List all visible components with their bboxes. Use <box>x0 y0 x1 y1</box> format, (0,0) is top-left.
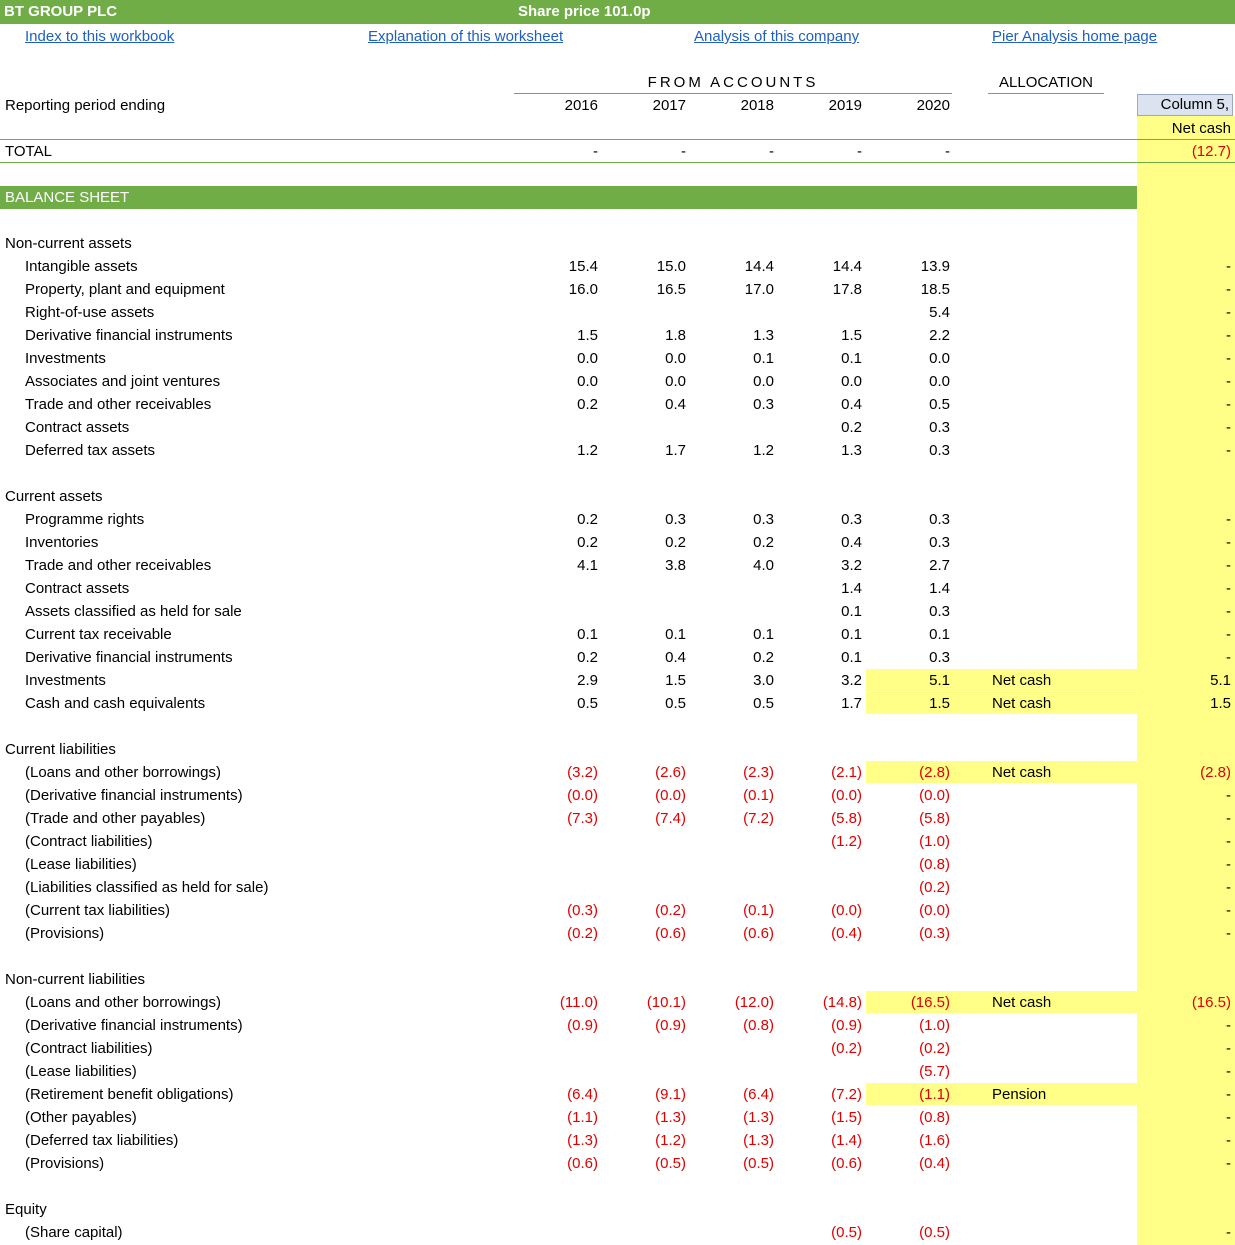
net-cash-cell[interactable]: - <box>1226 833 1231 850</box>
cell-value[interactable]: (12.0) <box>734 994 774 1011</box>
row-label: Investments <box>25 350 106 367</box>
cell-value[interactable]: 13.9 <box>920 258 950 275</box>
year-2016: 2016 <box>564 97 598 114</box>
cell-value[interactable]: 0.0 <box>841 373 862 390</box>
table-row <box>0 830 1235 853</box>
cell-value[interactable]: (1.2) <box>831 833 862 850</box>
cell-value[interactable]: 0.2 <box>577 396 598 413</box>
cell-value[interactable]: 1.8 <box>665 327 686 344</box>
cell-value[interactable]: 0.5 <box>929 396 950 413</box>
cell-value[interactable]: 0.0 <box>577 373 598 390</box>
cell-value[interactable]: 0.1 <box>841 603 862 620</box>
total-label: TOTAL <box>5 143 52 160</box>
cell-value[interactable]: 15.0 <box>656 258 686 275</box>
net-cash-cell[interactable]: - <box>1226 281 1231 298</box>
cell-value[interactable]: 0.2 <box>841 419 862 436</box>
cell-value[interactable]: 1.7 <box>841 695 862 712</box>
row-label: (Lease liabilities) <box>25 856 137 873</box>
net-cash-cell[interactable]: - <box>1226 787 1231 804</box>
home-page-link[interactable]: Pier Analysis home page <box>992 28 1158 45</box>
period-label: Reporting period ending <box>5 97 166 114</box>
cell-value[interactable]: (9.1) <box>655 1086 686 1103</box>
cell-value[interactable]: (3.2) <box>567 764 598 781</box>
cell-value[interactable]: (5.8) <box>831 810 862 827</box>
total-value: - <box>769 143 774 160</box>
table-row <box>0 1152 1235 1175</box>
cell-value[interactable]: 0.5 <box>577 695 598 712</box>
column-5-label: Column 5, <box>1160 96 1229 113</box>
row-label: (Retirement benefit obligations) <box>25 1086 234 1103</box>
net-cash-cell[interactable]: - <box>1226 534 1231 551</box>
cell-value[interactable]: 0.3 <box>753 511 774 528</box>
cell-value[interactable]: (14.8) <box>822 994 862 1011</box>
index-link[interactable]: Index to this workbook <box>25 28 175 45</box>
year-2017: 2017 <box>652 97 686 114</box>
year-2018: 2018 <box>740 97 774 114</box>
cell-value[interactable]: (0.1) <box>743 902 774 919</box>
row-label: (Loans and other borrowings) <box>25 994 221 1011</box>
cell-value[interactable]: 2.9 <box>577 672 598 689</box>
table-row <box>0 347 1235 370</box>
table-row <box>0 1106 1235 1129</box>
net-cash-cell[interactable]: - <box>1226 1086 1231 1103</box>
blank-row <box>0 462 1235 485</box>
cell-value[interactable]: 0.2 <box>753 649 774 666</box>
cell-value[interactable]: 0.0 <box>929 350 950 367</box>
row-label: Trade and other receivables <box>25 557 212 574</box>
table-row <box>0 278 1235 301</box>
cell-value[interactable]: (0.2) <box>567 925 598 942</box>
row-label: (Lease liabilities) <box>25 1063 137 1080</box>
cell-value[interactable]: (7.2) <box>831 1086 862 1103</box>
cell-value[interactable]: (0.9) <box>831 1017 862 1034</box>
table-row <box>0 1221 1235 1244</box>
cell-value[interactable]: (6.4) <box>743 1086 774 1103</box>
table-row <box>0 531 1235 554</box>
cell-value[interactable]: (2.1) <box>831 764 862 781</box>
table-row <box>0 899 1235 922</box>
net-cash-cell[interactable]: - <box>1226 626 1231 643</box>
group-heading-row <box>0 485 1235 508</box>
table-row <box>0 991 1235 1014</box>
net-cash-cell[interactable]: - <box>1226 557 1231 574</box>
cell-value[interactable]: 0.4 <box>841 396 862 413</box>
cell-value[interactable]: 1.3 <box>841 442 862 459</box>
row-label: Derivative financial instruments <box>25 327 233 344</box>
cell-value[interactable]: (0.0) <box>567 787 598 804</box>
cell-value[interactable]: 0.3 <box>841 511 862 528</box>
cell-value[interactable]: 1.5 <box>929 695 950 712</box>
section-title: BALANCE SHEET <box>5 189 130 206</box>
table-row <box>0 508 1235 531</box>
cell-value[interactable]: 0.1 <box>841 649 862 666</box>
net-cash-cell[interactable]: - <box>1226 373 1231 390</box>
table-row <box>0 1083 1235 1106</box>
cell-value[interactable]: 0.3 <box>929 603 950 620</box>
cell-value[interactable]: (0.0) <box>919 902 950 919</box>
cell-value[interactable]: (11.0) <box>559 994 598 1011</box>
cell-value[interactable]: 2.2 <box>929 327 950 344</box>
cell-value[interactable]: (0.6) <box>831 1155 862 1172</box>
row-label: (Contract liabilities) <box>25 1040 153 1057</box>
group-heading-row <box>0 968 1235 991</box>
allocation-cell[interactable]: Net cash <box>992 695 1052 712</box>
cell-value[interactable]: (1.3) <box>567 1132 598 1149</box>
share-price: Share price 101.0p <box>518 3 651 20</box>
cell-value[interactable]: 0.2 <box>577 511 598 528</box>
group-heading: Current liabilities <box>5 741 116 758</box>
cell-value[interactable]: (7.4) <box>655 810 686 827</box>
net-cash-cell[interactable]: - <box>1226 856 1231 873</box>
table-row <box>0 370 1235 393</box>
cell-value[interactable]: 1.4 <box>841 580 862 597</box>
net-cash-cell[interactable]: - <box>1226 419 1231 436</box>
cell-value[interactable]: (16.5) <box>910 994 950 1011</box>
cell-value[interactable]: 1.3 <box>753 327 774 344</box>
total-value: - <box>593 143 598 160</box>
cell-value[interactable]: (0.4) <box>831 925 862 942</box>
cell-value[interactable]: (0.8) <box>919 1109 950 1126</box>
cell-value[interactable]: 3.2 <box>841 557 862 574</box>
net-cash-cell[interactable]: - <box>1226 396 1231 413</box>
cell-value[interactable]: 1.2 <box>577 442 598 459</box>
row-label: Current tax receivable <box>25 626 172 643</box>
cell-value[interactable]: 1.5 <box>665 672 686 689</box>
table-row <box>0 669 1235 692</box>
cell-value[interactable]: (5.7) <box>919 1063 950 1080</box>
row-label: Cash and cash equivalents <box>25 695 206 712</box>
cell-value[interactable]: (7.3) <box>567 810 598 827</box>
cell-value[interactable]: 17.0 <box>744 281 774 298</box>
net-cash-cell[interactable]: (2.8) <box>1200 764 1231 781</box>
net-cash-cell[interactable]: - <box>1226 879 1231 896</box>
row-label: (Loans and other borrowings) <box>25 764 221 781</box>
cell-value[interactable]: (0.5) <box>919 1224 950 1241</box>
cell-value[interactable]: (0.5) <box>743 1155 774 1172</box>
group-heading: Non-current assets <box>5 235 132 252</box>
net-cash-cell[interactable]: - <box>1226 1063 1231 1080</box>
group-heading: Current assets <box>5 488 103 505</box>
table-row <box>0 761 1235 784</box>
row-label: Contract assets <box>25 419 130 436</box>
row-label: (Derivative financial instruments) <box>25 787 243 804</box>
cell-value[interactable]: (0.3) <box>919 925 950 942</box>
allocation-cell[interactable]: Net cash <box>992 672 1052 689</box>
table-row <box>0 692 1235 715</box>
cell-value[interactable]: 0.0 <box>753 373 774 390</box>
cell-value[interactable]: (7.2) <box>743 810 774 827</box>
cell-value[interactable]: (0.0) <box>831 902 862 919</box>
table-row <box>0 1129 1235 1152</box>
cell-value[interactable]: 0.3 <box>753 396 774 413</box>
group-heading-row <box>0 738 1235 761</box>
group-heading-row <box>0 232 1235 255</box>
cell-value[interactable]: (10.1) <box>646 994 686 1011</box>
cell-value[interactable]: (2.6) <box>655 764 686 781</box>
total-value: - <box>681 143 686 160</box>
cell-value[interactable]: 0.2 <box>753 534 774 551</box>
cell-value[interactable]: (0.9) <box>567 1017 598 1034</box>
cell-value[interactable]: 0.1 <box>665 626 686 643</box>
cell-value[interactable]: 0.0 <box>577 350 598 367</box>
table-row <box>0 1014 1235 1037</box>
cell-value[interactable]: 3.2 <box>841 672 862 689</box>
cell-value[interactable]: 16.5 <box>656 281 686 298</box>
cell-value[interactable]: (2.8) <box>919 764 950 781</box>
net-cash-cell[interactable]: - <box>1226 1109 1231 1126</box>
cell-value[interactable]: (0.3) <box>567 902 598 919</box>
cell-value[interactable]: 0.3 <box>929 442 950 459</box>
cell-value[interactable]: 0.1 <box>841 350 862 367</box>
table-row <box>0 577 1235 600</box>
cell-value[interactable]: 0.0 <box>929 373 950 390</box>
total-row <box>0 140 1235 163</box>
cell-value[interactable]: (1.3) <box>743 1109 774 1126</box>
cell-value[interactable]: 4.0 <box>753 557 774 574</box>
cell-value[interactable]: (1.1) <box>919 1086 950 1103</box>
table-row <box>0 255 1235 278</box>
net-cash-cell[interactable]: (16.5) <box>1191 994 1231 1011</box>
table-row <box>0 393 1235 416</box>
net-cash-cell[interactable]: - <box>1226 580 1231 597</box>
cell-value[interactable]: 0.3 <box>665 511 686 528</box>
table-row <box>0 301 1235 324</box>
cell-value[interactable]: (0.2) <box>919 1040 950 1057</box>
row-label: (Provisions) <box>25 925 105 942</box>
cell-value[interactable]: (1.3) <box>743 1132 774 1149</box>
cell-value[interactable]: 3.0 <box>753 672 774 689</box>
net-cash-cell[interactable]: - <box>1226 1155 1231 1172</box>
cell-value[interactable]: 0.4 <box>665 396 686 413</box>
title-bar <box>0 0 1235 24</box>
cell-value[interactable]: 1.7 <box>665 442 686 459</box>
net-cash-cell[interactable]: - <box>1226 810 1231 827</box>
cell-value[interactable]: 5.4 <box>929 304 950 321</box>
column-5-header-cell[interactable] <box>1137 94 1233 116</box>
cell-value[interactable]: 0.1 <box>841 626 862 643</box>
allocation-cell[interactable]: Pension <box>992 1086 1047 1103</box>
row-label: (Contract liabilities) <box>25 833 153 850</box>
net-cash-label: Net cash <box>1171 120 1231 137</box>
cell-value[interactable]: (2.3) <box>743 764 774 781</box>
net-cash-cell[interactable]: 5.1 <box>1210 672 1231 689</box>
cell-value[interactable]: 3.8 <box>665 557 686 574</box>
net-cash-cell[interactable]: - <box>1226 442 1231 459</box>
cell-value[interactable]: 1.2 <box>753 442 774 459</box>
net-cash-cell[interactable]: - <box>1226 511 1231 528</box>
cell-value[interactable]: 14.4 <box>744 258 774 275</box>
net-cash-cell[interactable]: - <box>1226 902 1231 919</box>
row-label: Investments <box>25 672 106 689</box>
row-label: Associates and joint ventures <box>25 373 221 390</box>
table-row <box>0 623 1235 646</box>
group-heading-row <box>0 1198 1235 1221</box>
company-name: BT GROUP PLC <box>4 3 118 20</box>
cell-value[interactable]: 0.1 <box>753 626 774 643</box>
cell-value[interactable]: (1.2) <box>655 1132 686 1149</box>
cell-value[interactable]: 18.5 <box>920 281 950 298</box>
net-cash-cell[interactable]: - <box>1226 925 1231 942</box>
cell-value[interactable]: 0.3 <box>929 649 950 666</box>
cell-value[interactable]: (0.0) <box>655 787 686 804</box>
cell-value[interactable]: (0.8) <box>743 1017 774 1034</box>
allocation-heading: ALLOCATION <box>999 74 1093 91</box>
net-cash-cell[interactable]: - <box>1226 327 1231 344</box>
net-cash-cell[interactable]: 1.5 <box>1210 695 1231 712</box>
cell-value[interactable]: (0.2) <box>655 902 686 919</box>
row-label: (Share capital) <box>25 1224 123 1241</box>
net-cash-cell[interactable]: - <box>1226 1224 1231 1241</box>
cell-value[interactable]: (1.3) <box>655 1109 686 1126</box>
net-cash-cell[interactable]: - <box>1226 1040 1231 1057</box>
blank-row <box>0 715 1235 738</box>
year-2020: 2020 <box>916 97 950 114</box>
cell-value[interactable]: 1.5 <box>577 327 598 344</box>
cell-value[interactable]: 0.5 <box>665 695 686 712</box>
cell-value[interactable]: (1.0) <box>919 833 950 850</box>
cell-value[interactable]: (0.8) <box>919 856 950 873</box>
cell-value[interactable]: (0.9) <box>655 1017 686 1034</box>
table-row <box>0 922 1235 945</box>
table-row <box>0 807 1235 830</box>
cell-value[interactable]: 0.3 <box>929 511 950 528</box>
blank-row <box>0 945 1235 968</box>
cell-value[interactable]: (0.2) <box>831 1040 862 1057</box>
blank-row <box>0 1175 1235 1198</box>
cell-value[interactable]: (0.5) <box>831 1224 862 1241</box>
cell-value[interactable]: 17.8 <box>832 281 862 298</box>
row-label: (Current tax liabilities) <box>25 902 171 919</box>
row-label: (Derivative financial instruments) <box>25 1017 243 1034</box>
row-label: (Liabilities classified as held for sale) <box>25 879 269 896</box>
net-cash-cell[interactable]: - <box>1226 258 1231 275</box>
cell-value[interactable]: 0.5 <box>753 695 774 712</box>
cell-value[interactable]: 0.4 <box>665 649 686 666</box>
cell-value[interactable]: 0.0 <box>665 373 686 390</box>
cell-value[interactable]: 4.1 <box>577 557 598 574</box>
allocation-cell[interactable]: Net cash <box>992 764 1052 781</box>
cell-value[interactable]: 16.0 <box>568 281 598 298</box>
table-row <box>0 439 1235 462</box>
table-row <box>0 324 1235 347</box>
row-label: Intangible assets <box>25 258 138 275</box>
row-label: Programme rights <box>25 511 145 528</box>
cell-value[interactable]: 0.3 <box>929 419 950 436</box>
year-2019: 2019 <box>828 97 862 114</box>
table-row <box>0 646 1235 669</box>
cell-value[interactable]: (0.0) <box>919 787 950 804</box>
row-label: Contract assets <box>25 580 130 597</box>
net-cash-cell[interactable]: - <box>1226 1017 1231 1034</box>
cell-value[interactable]: (0.1) <box>743 787 774 804</box>
row-label: Assets classified as held for sale <box>25 603 242 620</box>
table-row <box>0 876 1235 899</box>
cell-value[interactable]: 2.7 <box>929 557 950 574</box>
row-label: Deferred tax assets <box>25 442 156 459</box>
table-row <box>0 853 1235 876</box>
cell-value[interactable]: 0.1 <box>577 626 598 643</box>
cell-value[interactable]: 1.4 <box>929 580 950 597</box>
row-label: Derivative financial instruments <box>25 649 233 666</box>
cell-value[interactable]: 5.1 <box>929 672 950 689</box>
analysis-link[interactable]: Analysis of this company <box>694 28 860 45</box>
row-label: (Other payables) <box>25 1109 137 1126</box>
total-value: - <box>945 143 950 160</box>
cell-value[interactable]: 1.5 <box>841 327 862 344</box>
cell-value[interactable]: 0.2 <box>577 534 598 551</box>
table-row <box>0 554 1235 577</box>
cell-value[interactable]: (0.6) <box>655 925 686 942</box>
cell-value[interactable]: 0.1 <box>753 350 774 367</box>
cell-value[interactable]: 0.2 <box>577 649 598 666</box>
net-cash-cell[interactable]: - <box>1226 304 1231 321</box>
total-bottom-rule <box>0 162 1235 163</box>
cell-value[interactable]: (0.0) <box>831 787 862 804</box>
group-heading: Non-current liabilities <box>5 971 146 988</box>
row-label: (Provisions) <box>25 1155 105 1172</box>
row-label: (Deferred tax liabilities) <box>25 1132 179 1149</box>
net-cash-cell[interactable]: - <box>1226 350 1231 367</box>
cell-value[interactable]: 0.0 <box>665 350 686 367</box>
table-row <box>0 784 1235 807</box>
row-label: Right-of-use assets <box>25 304 155 321</box>
total-value: - <box>857 143 862 160</box>
cell-value[interactable]: (0.6) <box>567 1155 598 1172</box>
row-label: Trade and other receivables <box>25 396 212 413</box>
from-accounts-heading: FROM ACCOUNTS <box>647 74 819 91</box>
cell-value[interactable]: (0.4) <box>919 1155 950 1172</box>
cell-value[interactable]: 0.2 <box>665 534 686 551</box>
cell-value[interactable]: (1.1) <box>567 1109 598 1126</box>
explanation-link[interactable]: Explanation of this worksheet <box>368 28 564 45</box>
table-row <box>0 1060 1235 1083</box>
cell-value[interactable]: (6.4) <box>567 1086 598 1103</box>
net-cash-cell[interactable]: - <box>1226 649 1231 666</box>
cell-value[interactable]: (1.0) <box>919 1017 950 1034</box>
cell-value[interactable]: 0.3 <box>929 534 950 551</box>
net-cash-cell[interactable]: - <box>1226 1132 1231 1149</box>
cell-value[interactable]: (1.6) <box>919 1132 950 1149</box>
cell-value[interactable]: (0.2) <box>919 879 950 896</box>
cell-value[interactable]: (5.8) <box>919 810 950 827</box>
net-cash-cell[interactable]: - <box>1226 603 1231 620</box>
cell-value[interactable]: (0.6) <box>743 925 774 942</box>
total-net-cash: (12.7) <box>1191 143 1231 160</box>
row-label: (Trade and other payables) <box>25 810 206 827</box>
allocation-cell[interactable]: Net cash <box>992 994 1052 1011</box>
cell-value[interactable]: (0.5) <box>655 1155 686 1172</box>
table-row <box>0 1037 1235 1060</box>
row-label: Inventories <box>25 534 99 551</box>
cell-value[interactable]: 15.4 <box>568 258 598 275</box>
table-row <box>0 600 1235 623</box>
cell-value[interactable]: 0.1 <box>929 626 950 643</box>
cell-value[interactable]: 0.4 <box>841 534 862 551</box>
cell-value[interactable]: 14.4 <box>832 258 862 275</box>
from-accounts-underline <box>514 93 952 94</box>
table-row <box>0 416 1235 439</box>
group-heading: Equity <box>5 1201 47 1218</box>
allocation-underline <box>988 93 1104 94</box>
row-label: Property, plant and equipment <box>25 281 225 298</box>
cell-value[interactable]: (1.4) <box>831 1132 862 1149</box>
balance-sheet-section-bar <box>0 186 1137 209</box>
cell-value[interactable]: (1.5) <box>831 1109 862 1126</box>
